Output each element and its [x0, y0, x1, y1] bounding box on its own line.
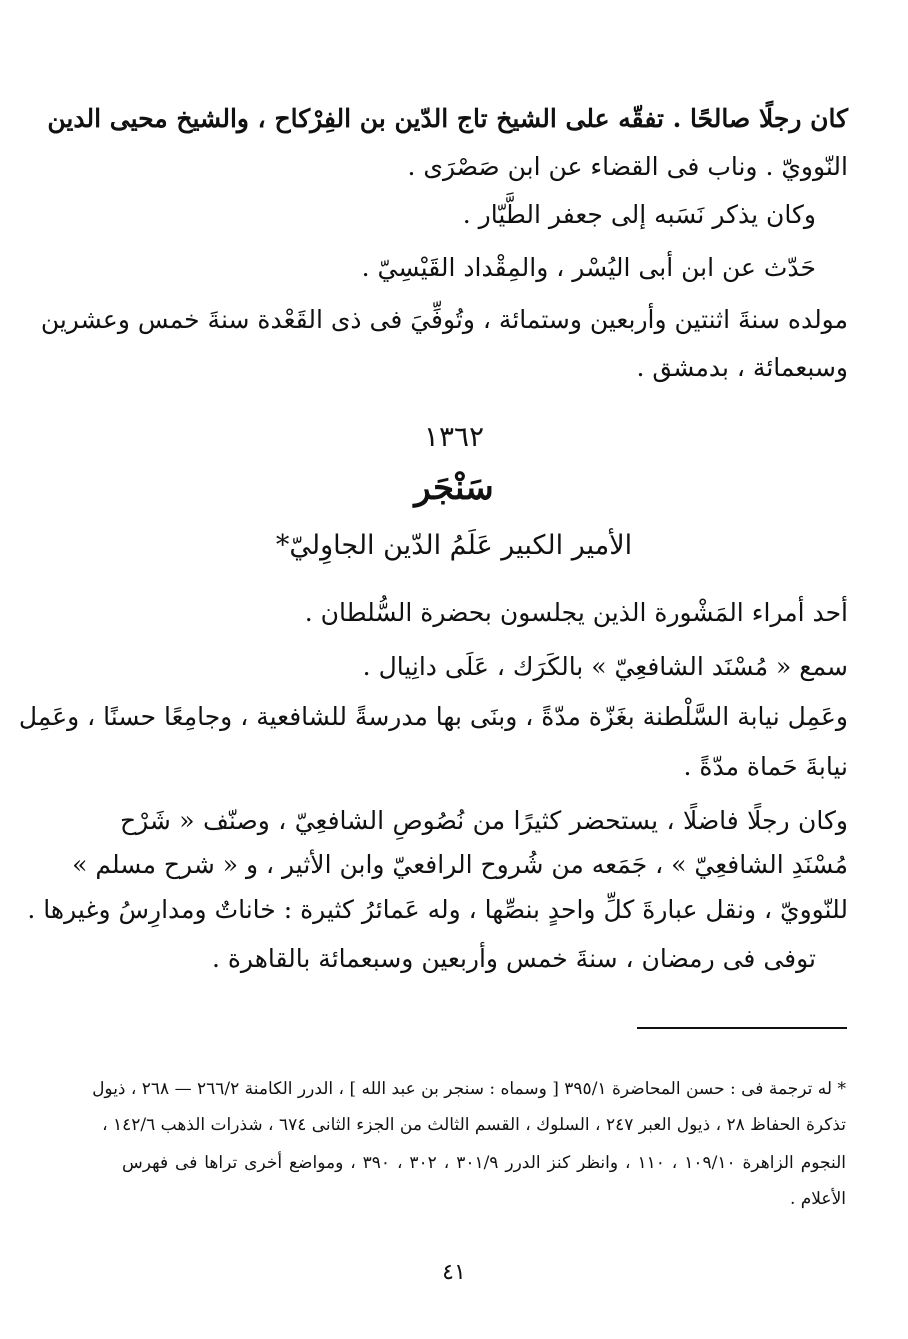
entry-subtitle: الأمير الكبير عَلَمُ الدّين الجاوِليّ* [275, 530, 633, 561]
text-line: سمع « مُسْنَد الشافعِيّ » بالكَرَك ، عَلَى دانِيال . [362, 652, 848, 681]
text-line: مولده سنةَ اثنتين وأربعين وستمائة ، وتُوفِّيَ فى ذى القَعْدة سنةَ خمس وعشرين [40, 305, 848, 334]
page-number: ٤١ [442, 1260, 466, 1285]
entry-name: سَنْجَر [414, 468, 494, 508]
text-line: وكان رجلًا فاضلًا ، يستحضر كثيرًا من نُصُوصِ الشافعِيّ ، وصنّف « شَرْح [120, 806, 848, 835]
text-line: أحد أمراء المَشْورة الذين يجلسون بحضرة السُّلطان . [304, 598, 848, 627]
text-line: للنّوويّ ، ونقل عبارةَ كلِّ واحدٍ بنصِّها ، وله عَمائرُ كثيرة : خاناتٌ ومدارِسُ وغيرها . [27, 895, 848, 924]
footnote-line: تذكرة الحفاظ ٢٨ ، ذيول العبر ٢٤٧ ، السلوك ، القسم الثالث من الجزء الثانى ٦٧٤ ، شذرات الذهب ١٤٢/٦ ، [102, 1115, 846, 1135]
footnote-line: النجوم الزاهرة ١٠٩/١٠ ، ١١٠ ، وانظر كنز الدرر ٣٠١/٩ ، ٣٠٢ ، ٣٩٠ ، ومواضع أخرى تراها فى فهرس [122, 1153, 847, 1173]
text-line: حَدّث عن ابن أبى اليُسْر ، والمِقْداد القَيْسِيّ . [361, 253, 816, 282]
text-line: نيابةَ حَماة مدّةً . [683, 752, 848, 781]
text-line: كان رجلًا صالحًا . تفقّه على الشيخ تاج الدّين بن الفِرْكاح ، والشيخ محيى الدين [47, 104, 848, 133]
text-line: مُسْنَدِ الشافعِيّ » ، جَمَعه من شُروح الرافعيّ وابن الأثير ، و « شرح مسلم » [72, 850, 848, 879]
text-line: النّوويّ . وناب فى القضاء عن ابن صَصْرَى . [407, 152, 848, 181]
text-line: وسبعمائة ، بدمشق . [636, 353, 848, 382]
text-line: وعَمِل نيابة السَّلْطنة بغَزّة مدّةً ، وبنَى بها مدرسةً للشافعية ، وجامِعًا حسنًا ، وعَمِل [18, 702, 848, 731]
text-line: توفى فى رمضان ، سنةَ خمس وأربعين وسبعمائة بالقاهرة . [211, 944, 816, 973]
footnote-divider [637, 1027, 847, 1029]
footnote-line: * له ترجمة فى : حسن المحاضرة ٣٩٥/١ [ وسماه : سنجر بن عبد الله ] ، الدرر الكامنة ٢٦٦/٢ — ٢٦٨ ، ذيول [92, 1079, 846, 1099]
entry-number: ١٣٦٢ [423, 420, 485, 453]
footnote-line: الأعلام . [789, 1189, 846, 1209]
text-line: وكان يذكر نَسَبه إلى جعفر الطَّيّار . [462, 200, 816, 229]
